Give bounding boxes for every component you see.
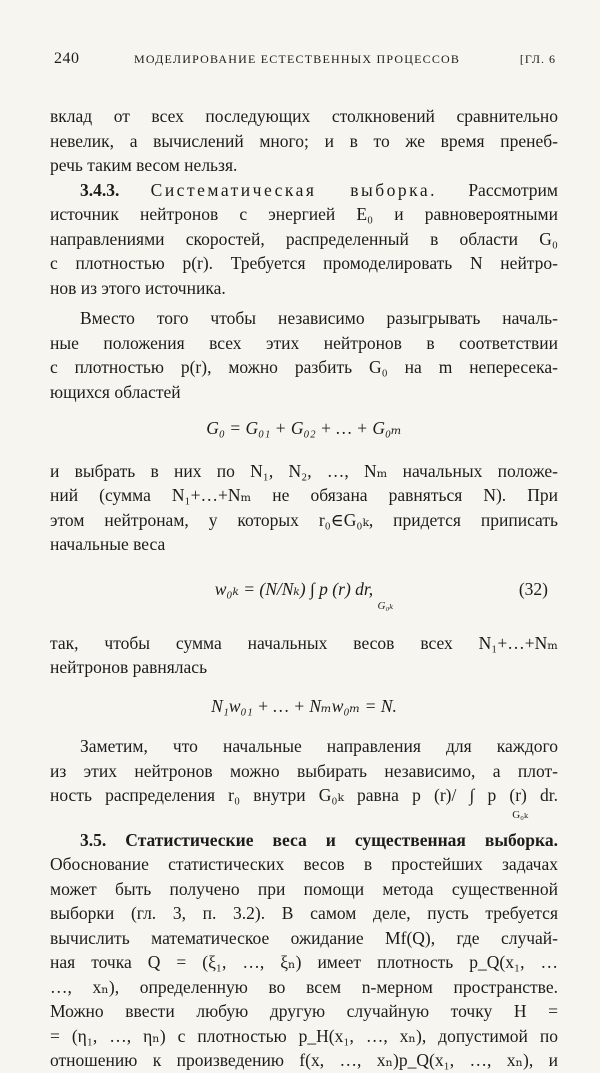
formula-initial-weights [50, 569, 558, 612]
formula-partition: G₀ = G₀₁ + G₀₂ + … + G₀ₘ [206, 418, 402, 438]
text-line: вычислить математическое ожидание Mf(Q), где случай- [50, 927, 558, 948]
section-number: 3.5. [80, 829, 107, 850]
section-title: Статистические веса и существенная выборка. [125, 829, 558, 850]
text-line: ний (сумма N₁+…+Nₘ не обязана равняться N). При [50, 485, 558, 505]
running-title: МОДЕЛИРОВАНИЕ ЕСТЕСТВЕННЫХ ПРОЦЕССОВ [134, 52, 461, 66]
page-body [50, 104, 558, 1073]
text-line: невелик, а вычислений много; и в то же время пренеб- [50, 130, 558, 151]
text-line: Заметим, что начальные направления для каждого [80, 736, 558, 756]
integral-domain: G₀ₖ [512, 808, 528, 821]
text-line: ная точка Q = (ξ₁, …, ξₙ) имеет плотность p_Q(x₁, … [50, 952, 558, 972]
text-line: ющихся областей [50, 381, 181, 402]
text-line: этом нейтронам, у которых r₀∈G₀ₖ, придется приписать [50, 509, 558, 530]
text-line: Вместо того чтобы независимо разыгрывать началь- [80, 308, 558, 328]
text-fragment: Рассмотрим [468, 179, 558, 200]
text-line: вклад от всех последующих столкновений сравнительно [50, 106, 558, 126]
text-line: и выбрать в них по N₁, N₂, …, Nₘ начальных положе- [50, 460, 558, 481]
text-line: Можно ввести любую другую случайную точку H = [50, 1001, 558, 1021]
integral-domain: G₀ₖ [377, 599, 394, 612]
text-line: Обоснование статистических весов в простейших задачах [50, 854, 558, 874]
section-35-heading-line [50, 828, 558, 853]
text-line: направлениями скоростей, распределенный в области G₀ [50, 228, 558, 249]
text-line: выборки (гл. 3, п. 3.2). В самом деле, пусть требуется [50, 903, 558, 923]
text-line: речь таким весом нельзя. [50, 155, 238, 175]
text-line: ность распределения r₀ внутри G₀ₖ равна p (r)/ ∫ p (r) dr. [50, 785, 558, 805]
text-line: с плотностью p(r). Требуется промоделировать N нейтро- [50, 253, 558, 273]
formula-body: w₀ₖ = (N/Nₖ) ∫ p (r) dr, [214, 578, 374, 599]
text-line: из этих нейтронов можно выбирать независимо, а плот- [50, 760, 558, 781]
text-line: нов из этого источника. [50, 277, 226, 298]
equation-number: (32) [518, 578, 548, 599]
text-line: отношению к произведению f(x, …, xₙ)p_Q(x₁, …, xₙ), и [50, 1050, 558, 1070]
formula-weight-sum: N₁w₀₁ + … + Nₘw₀ₘ = N. [211, 695, 397, 716]
chapter-marker: [ГЛ. 6 [519, 52, 556, 66]
text-line: так, чтобы сумма начальных весов всех N₁+…+Nₘ [50, 632, 558, 653]
section-343-heading-line [50, 178, 558, 203]
text-line: ные положения всех этих нейтронов в соответствии [50, 332, 558, 353]
text-line: …, xₙ), определенную во всем n-мерном пространстве. [50, 976, 558, 997]
text-line: начальные веса [50, 534, 166, 554]
text-line: может быть получено при помощи метода существенной [50, 878, 558, 899]
text-line: = (η₁, …, ηₙ) с плотностью p_H(x₁, …, xₙ), допустимой по [50, 1025, 558, 1046]
page-number: 240 [54, 50, 80, 67]
text-line: с плотностью p(r), можно разбить G₀ на m непересека- [50, 357, 558, 377]
section-number: 3.4.3. [80, 179, 120, 200]
text-line: источник нейтронов с энергией E₀ и равновероятными [50, 204, 558, 224]
text-line: нейтронов равнялась [50, 657, 208, 677]
section-title: Систематическая выборка. [150, 179, 438, 200]
